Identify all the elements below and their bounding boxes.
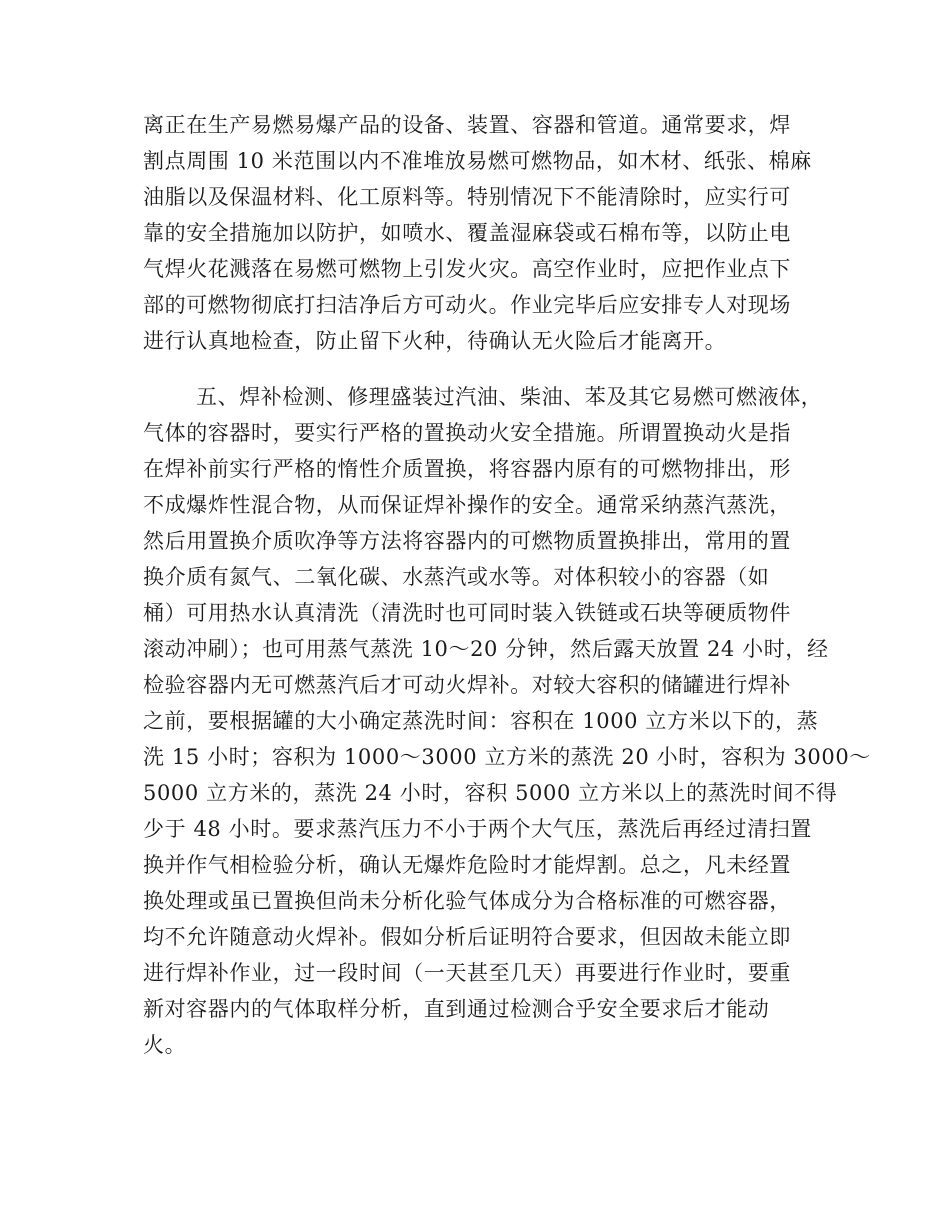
text-line: 然后用置换介质吹净等方法将容器内的可燃物质置换排出，常用的置: [143, 529, 791, 553]
text-line: 检验容器内无可燃蒸汽后才可动火焊补。对较大容积的储罐进行焊补: [143, 673, 791, 697]
text-line: 之前，要根据罐的大小确定蒸洗时间：容积在 1000 立方米以下的，蒸: [143, 709, 819, 733]
text-line: 气焊火花溅落在易燃可燃物上引发火灾。高空作业时，应把作业点下: [143, 257, 791, 281]
text-line: 不成爆炸性混合物，从而保证焊补操作的安全。通常采纳蒸汽蒸洗，: [143, 493, 791, 517]
text-line: 5000 立方米的，蒸洗 24 小时，容积 5000 立方米以上的蒸洗时间不得: [143, 781, 838, 805]
text-line: 火。: [143, 1033, 187, 1057]
text-line: 割点周围 10 米范围以内不准堆放易燃可燃物品，如木材、纸张、棉麻: [143, 149, 812, 173]
text-line: 换介质有氮气、二氧化碳、水蒸汽或水等。对体积较小的容器（如: [143, 565, 770, 589]
text-line: 离正在生产易燃易爆产品的设备、装置、容器和管道。通常要求，焊: [143, 113, 791, 137]
text-line: 五、焊补检测、修理盛装过汽油、柴油、苯及其它易燃可燃液体，: [196, 385, 823, 409]
text-line: 部的可燃物彻底打扫洁净后方可动火。作业完毕后应安排专人对现场: [143, 293, 791, 317]
text-line: 气体的容器时，要实行严格的置换动火安全措施。所谓置换动火是指: [143, 421, 791, 445]
text-line: 少于 48 小时。要求蒸汽压力不小于两个大气压，蒸洗后再经过清扫置: [143, 817, 812, 841]
text-line: 滚动冲刷）；也可用蒸气蒸洗 10～20 分钟，然后露天放置 24 小时，经: [143, 637, 829, 661]
text-line: 换处理或虽已置换但尚未分析化验气体成分为合格标准的可燃容器，: [143, 889, 791, 913]
text-line: 进行认真地检查，防止留下火种，待确认无火险后才能离开。: [143, 329, 727, 353]
text-line: 靠的安全措施加以防护，如喷水、覆盖湿麻袋或石棉布等，以防止电: [143, 221, 791, 245]
text-line: 在焊补前实行严格的惰性介质置换，将容器内原有的可燃物排出，形: [143, 457, 791, 481]
text-line: 桶）可用热水认真清洗（清洗时也可同时装入铁链或石块等硬质物件: [143, 601, 791, 625]
text-line: 换并作气相检验分析，确认无爆炸危险时才能焊割。总之，凡未经置: [143, 853, 791, 877]
text-line: 油脂以及保温材料、化工原料等。特别情况下不能清除时，应实行可: [143, 185, 791, 209]
text-line: 洗 15 小时；容积为 1000～3000 立方米的蒸洗 20 小时，容积为 3000～: [143, 745, 871, 769]
text-line: 均不允许随意动火焊补。假如分析后证明符合要求，但因故未能立即: [143, 925, 791, 949]
text-line: 进行焊补作业，过一段时间（一天甚至几天）再要进行作业时，要重: [143, 961, 791, 985]
text-line: 新对容器内的气体取样分析，直到通过检测合乎安全要求后才能动: [143, 997, 770, 1021]
